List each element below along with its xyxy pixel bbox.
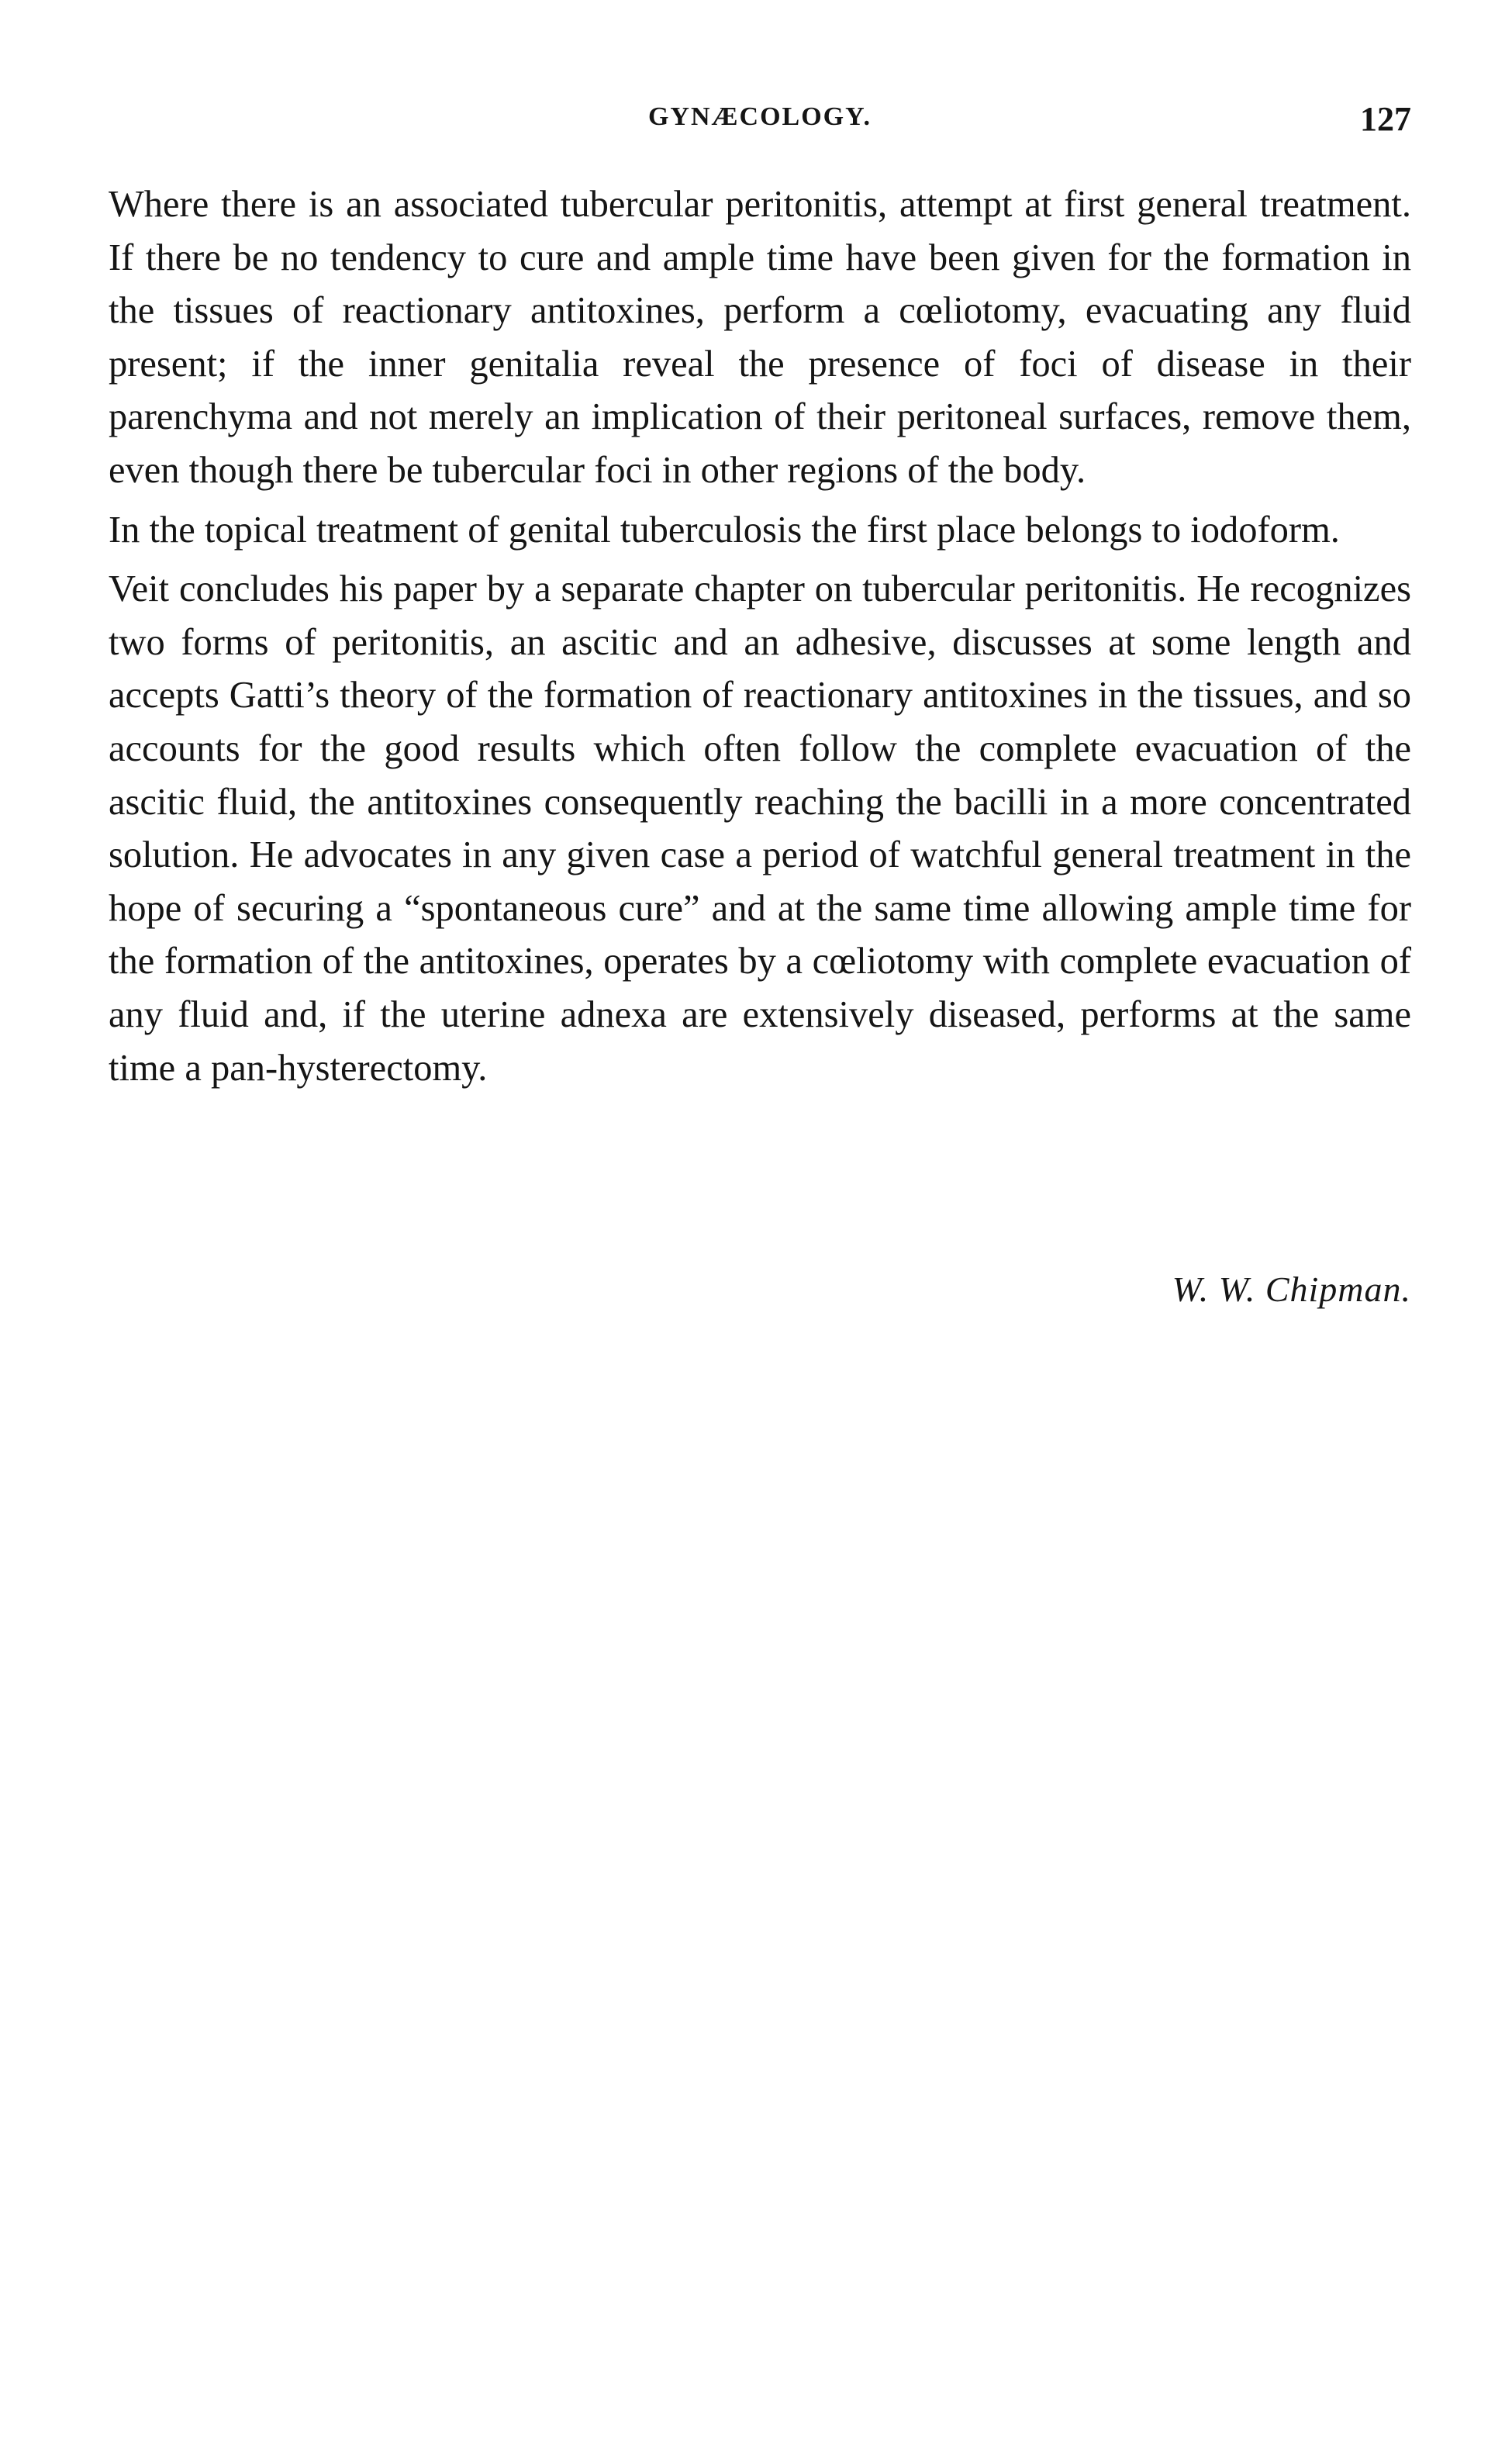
page-number: 127 (1360, 100, 1411, 138)
paragraph-iodoform: In the topical treatment of genital tuberculosis the first place belongs to iodoform. (109, 509, 1340, 551)
running-title: GYNÆCOLOGY. (647, 102, 872, 131)
paragraph-veit: Veit concludes his paper by a separate chapter on tubercular peritonitis. He recognizes two forms of peritonitis, an ascitic and an adhesive, discusses at some length and accepts Gatti’s theory of the formation of reactionary antitoxines in the tissues, and so accounts for the good results which often follow the complete evacuation of the ascitic fluid, the antitoxines consequently reaching the bacilli in a more concentrated solution. He advocates in any given case a period of watchful general treatment in the hope of securing a “spontaneous cure” and at the same time allowing ample time for the formation of the antitoxines, operates by a cœliotomy with complete evacuation of any fluid and, if the uterine adnexa are extensively diseased, performs at the same time a pan-hysterectomy. (109, 568, 1411, 1089)
running-header (109, 99, 1411, 146)
body-text (109, 178, 1411, 1101)
author-signature: W. W. Chipman. (1172, 1269, 1411, 1309)
paragraph-treatment: Where there is an associated tubercular peritonitis, attempt at first general treatment. If there be no tendency to cure and ample time have been given for the formation in the tissues of reactionary antitoxines, perform a cœliotomy, evacuating any fluid present; if the inner genitalia reveal the presence of foci of disease in their parenchyma and not merely an implication of their peritoneal surfaces, remove them, even though there be tubercular foci in other regions of the body. (109, 184, 1411, 491)
